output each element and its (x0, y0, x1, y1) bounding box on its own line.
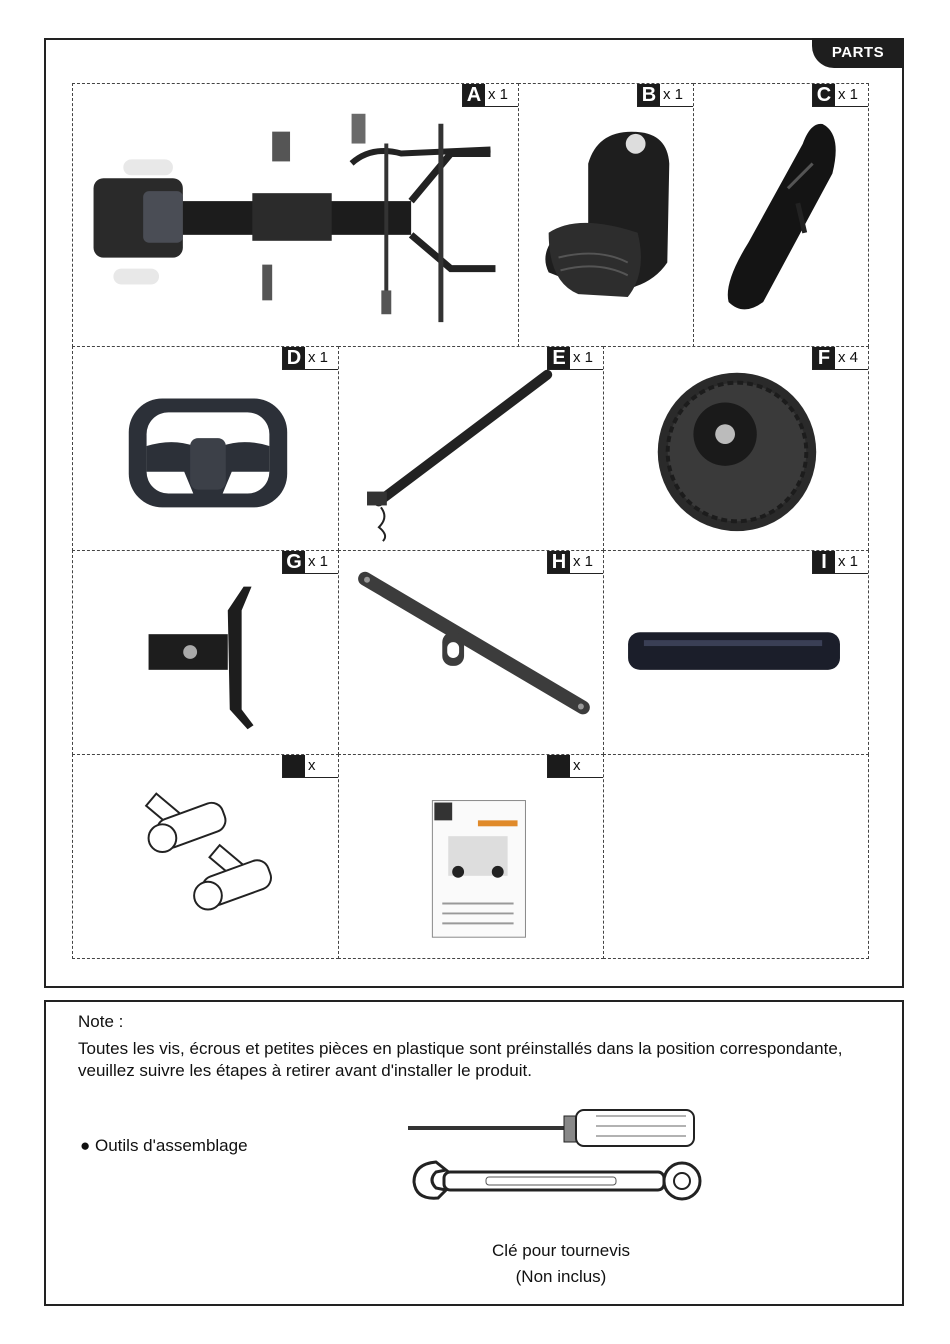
part-d-cell (72, 346, 339, 551)
part-quantity: x 1 (573, 553, 594, 570)
note-text: Toutes les vis, écrous et petites pièces en plastique sont préinstallés dans la position correspondante, veuillez suivre les étapes à retirer avant d'installer le produit. (78, 1039, 843, 1080)
part-b-label (637, 84, 693, 107)
part-d-label (282, 347, 338, 370)
wheel-image (604, 347, 868, 550)
socket-wrenches-image (73, 755, 338, 958)
part-h-cell (338, 550, 604, 755)
tools-caption-line1: Clé pour tournevis (492, 1241, 630, 1260)
manual-image (339, 755, 603, 958)
note-title: Note : (78, 1012, 124, 1031)
part-e-label (547, 347, 603, 370)
part-h-label (547, 551, 603, 574)
part-a-cell (72, 83, 519, 347)
part-g-cell (72, 550, 339, 755)
steering-column-image (339, 347, 603, 550)
part-i-cell (603, 550, 869, 755)
tube-image (604, 551, 868, 754)
part-letter: F (813, 347, 835, 369)
part-quantity: x (308, 757, 316, 774)
part-c-label (812, 84, 868, 107)
part-e-cell (338, 346, 604, 551)
front-cover-image (694, 84, 868, 346)
part-quantity: x 1 (308, 553, 329, 570)
part-letter: B (638, 84, 660, 106)
seat-image (519, 84, 693, 346)
part-letter: C (813, 84, 835, 106)
part-letter: G (283, 551, 305, 573)
rear-axle-bar-image (339, 551, 603, 754)
tools-caption (426, 1238, 696, 1290)
part-letter: A (463, 84, 485, 106)
part-quantity: x 1 (573, 349, 594, 366)
part-j-cell (72, 754, 339, 959)
part-a-label (462, 84, 518, 107)
chassis-image (73, 84, 518, 346)
part-quantity: x 1 (838, 86, 859, 103)
part-quantity: x (573, 757, 581, 774)
part-quantity: x 1 (838, 553, 859, 570)
part-quantity: x 1 (488, 86, 509, 103)
part-letter: H (548, 551, 570, 573)
part-letter (548, 755, 570, 777)
part-g-label (282, 551, 338, 574)
part-f-cell (603, 346, 869, 551)
part-quantity: x 1 (663, 86, 684, 103)
part-letter (283, 755, 305, 777)
part-letter: D (283, 347, 305, 369)
part-k-label (547, 755, 603, 778)
part-b-cell (518, 83, 694, 347)
screwdriver-icon (408, 1110, 694, 1146)
part-i-label (812, 551, 868, 574)
note-section (44, 1000, 904, 1306)
wrench-icon (414, 1162, 700, 1199)
bracket-image (73, 551, 338, 754)
part-j-label (282, 755, 338, 778)
parts-section (44, 38, 904, 988)
part-f-label (812, 347, 868, 370)
part-letter: I (813, 551, 835, 573)
part-c-cell (693, 83, 869, 347)
part-quantity: x 4 (838, 349, 859, 366)
empty-cell (603, 754, 869, 959)
part-letter: E (548, 347, 570, 369)
tools-label: ● Outils d'assemblage (80, 1136, 248, 1155)
tools-caption-line2: (Non inclus) (515, 1267, 607, 1286)
part-k-cell (338, 754, 604, 959)
parts-tab: PARTS (812, 38, 904, 68)
part-quantity: x 1 (308, 349, 329, 366)
steering-wheel-image (73, 347, 338, 550)
tools-image (406, 1102, 706, 1212)
